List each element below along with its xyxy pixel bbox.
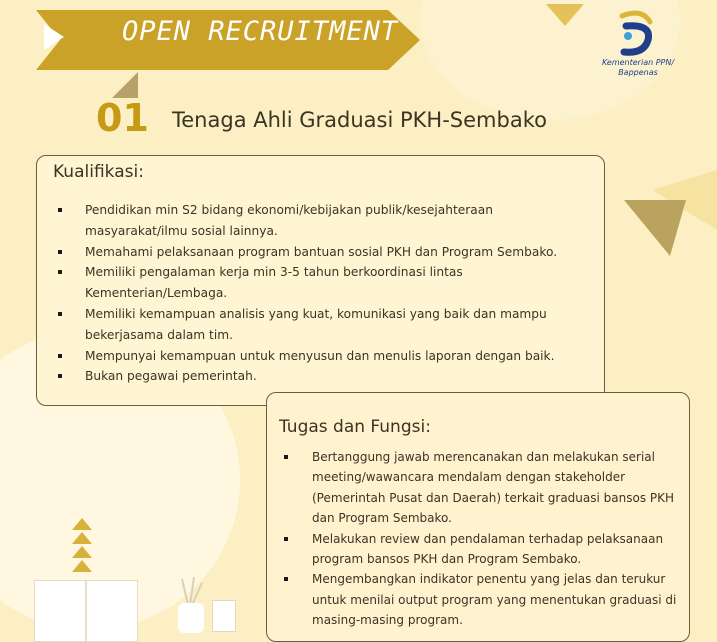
list-item: Mempunyai kemampuan untuk menyusun dan menulis laporan dengan baik. — [55, 346, 585, 367]
list-item: Bukan pegawai pemerintah. — [55, 366, 585, 387]
list-item: Memiliki pengalaman kerja min 3-5 tahun berkoordinasi lintas Kementerian/Lembaga. — [55, 262, 585, 304]
tugas-box — [266, 392, 690, 642]
logo-mark-icon — [612, 6, 662, 58]
logo-name — [578, 58, 698, 78]
bappenas-logo — [578, 6, 698, 96]
decorative-plant-vase — [170, 575, 210, 635]
recruitment-banner — [36, 2, 420, 72]
decorative-triangle — [622, 170, 717, 265]
decorative-triangle-stack — [70, 516, 94, 576]
kualifikasi-title: Kualifikasi: — [53, 162, 144, 182]
logo-name-line1: Kementerian PPN/ — [601, 58, 675, 67]
kualifikasi-list — [55, 200, 585, 387]
tugas-list — [281, 447, 679, 631]
list-item: Pendidikan min S2 bidang ekonomi/kebijakan publik/kesejahteraan masyarakat/ilmu sosial lainnya. — [55, 200, 585, 242]
decorative-cabinet — [34, 580, 138, 642]
list-item: Memiliki kemampuan analisis yang kuat, komunikasi yang baik dan mampu bekerjasama dalam tim. — [55, 304, 585, 346]
job-title: Tenaga Ahli Graduasi PKH-Sembako — [172, 108, 547, 132]
list-item: Melakukan review dan pendalaman terhadap pelaksanaan program bansos PKH dan Program Sembako. — [281, 529, 679, 570]
list-item: Bertanggung jawab merencanakan dan melakukan serial meeting/wawancara mendalam dengan stakeholder (Pemerintah Pusat dan Daerah) terkait graduasi bansos PKH dan Program Sembako. — [281, 447, 679, 529]
list-item: Memahami pelaksanaan program bantuan sosial PKH dan Program Sembako. — [55, 242, 585, 263]
cabinet-divider — [85, 581, 87, 641]
logo-name-line2: Bappenas — [618, 68, 658, 77]
kualifikasi-box — [36, 155, 605, 406]
job-number: 01 — [96, 96, 149, 140]
list-item: Mengembangkan indikator penentu yang jelas dan terukur untuk menilai output program yang menentukan graduasi di masing-masing program. — [281, 569, 679, 630]
tugas-title: Tugas dan Fungsi: — [279, 417, 431, 437]
decorative-frame — [212, 600, 236, 632]
banner-title: OPEN RECRUITMENT — [122, 16, 399, 47]
